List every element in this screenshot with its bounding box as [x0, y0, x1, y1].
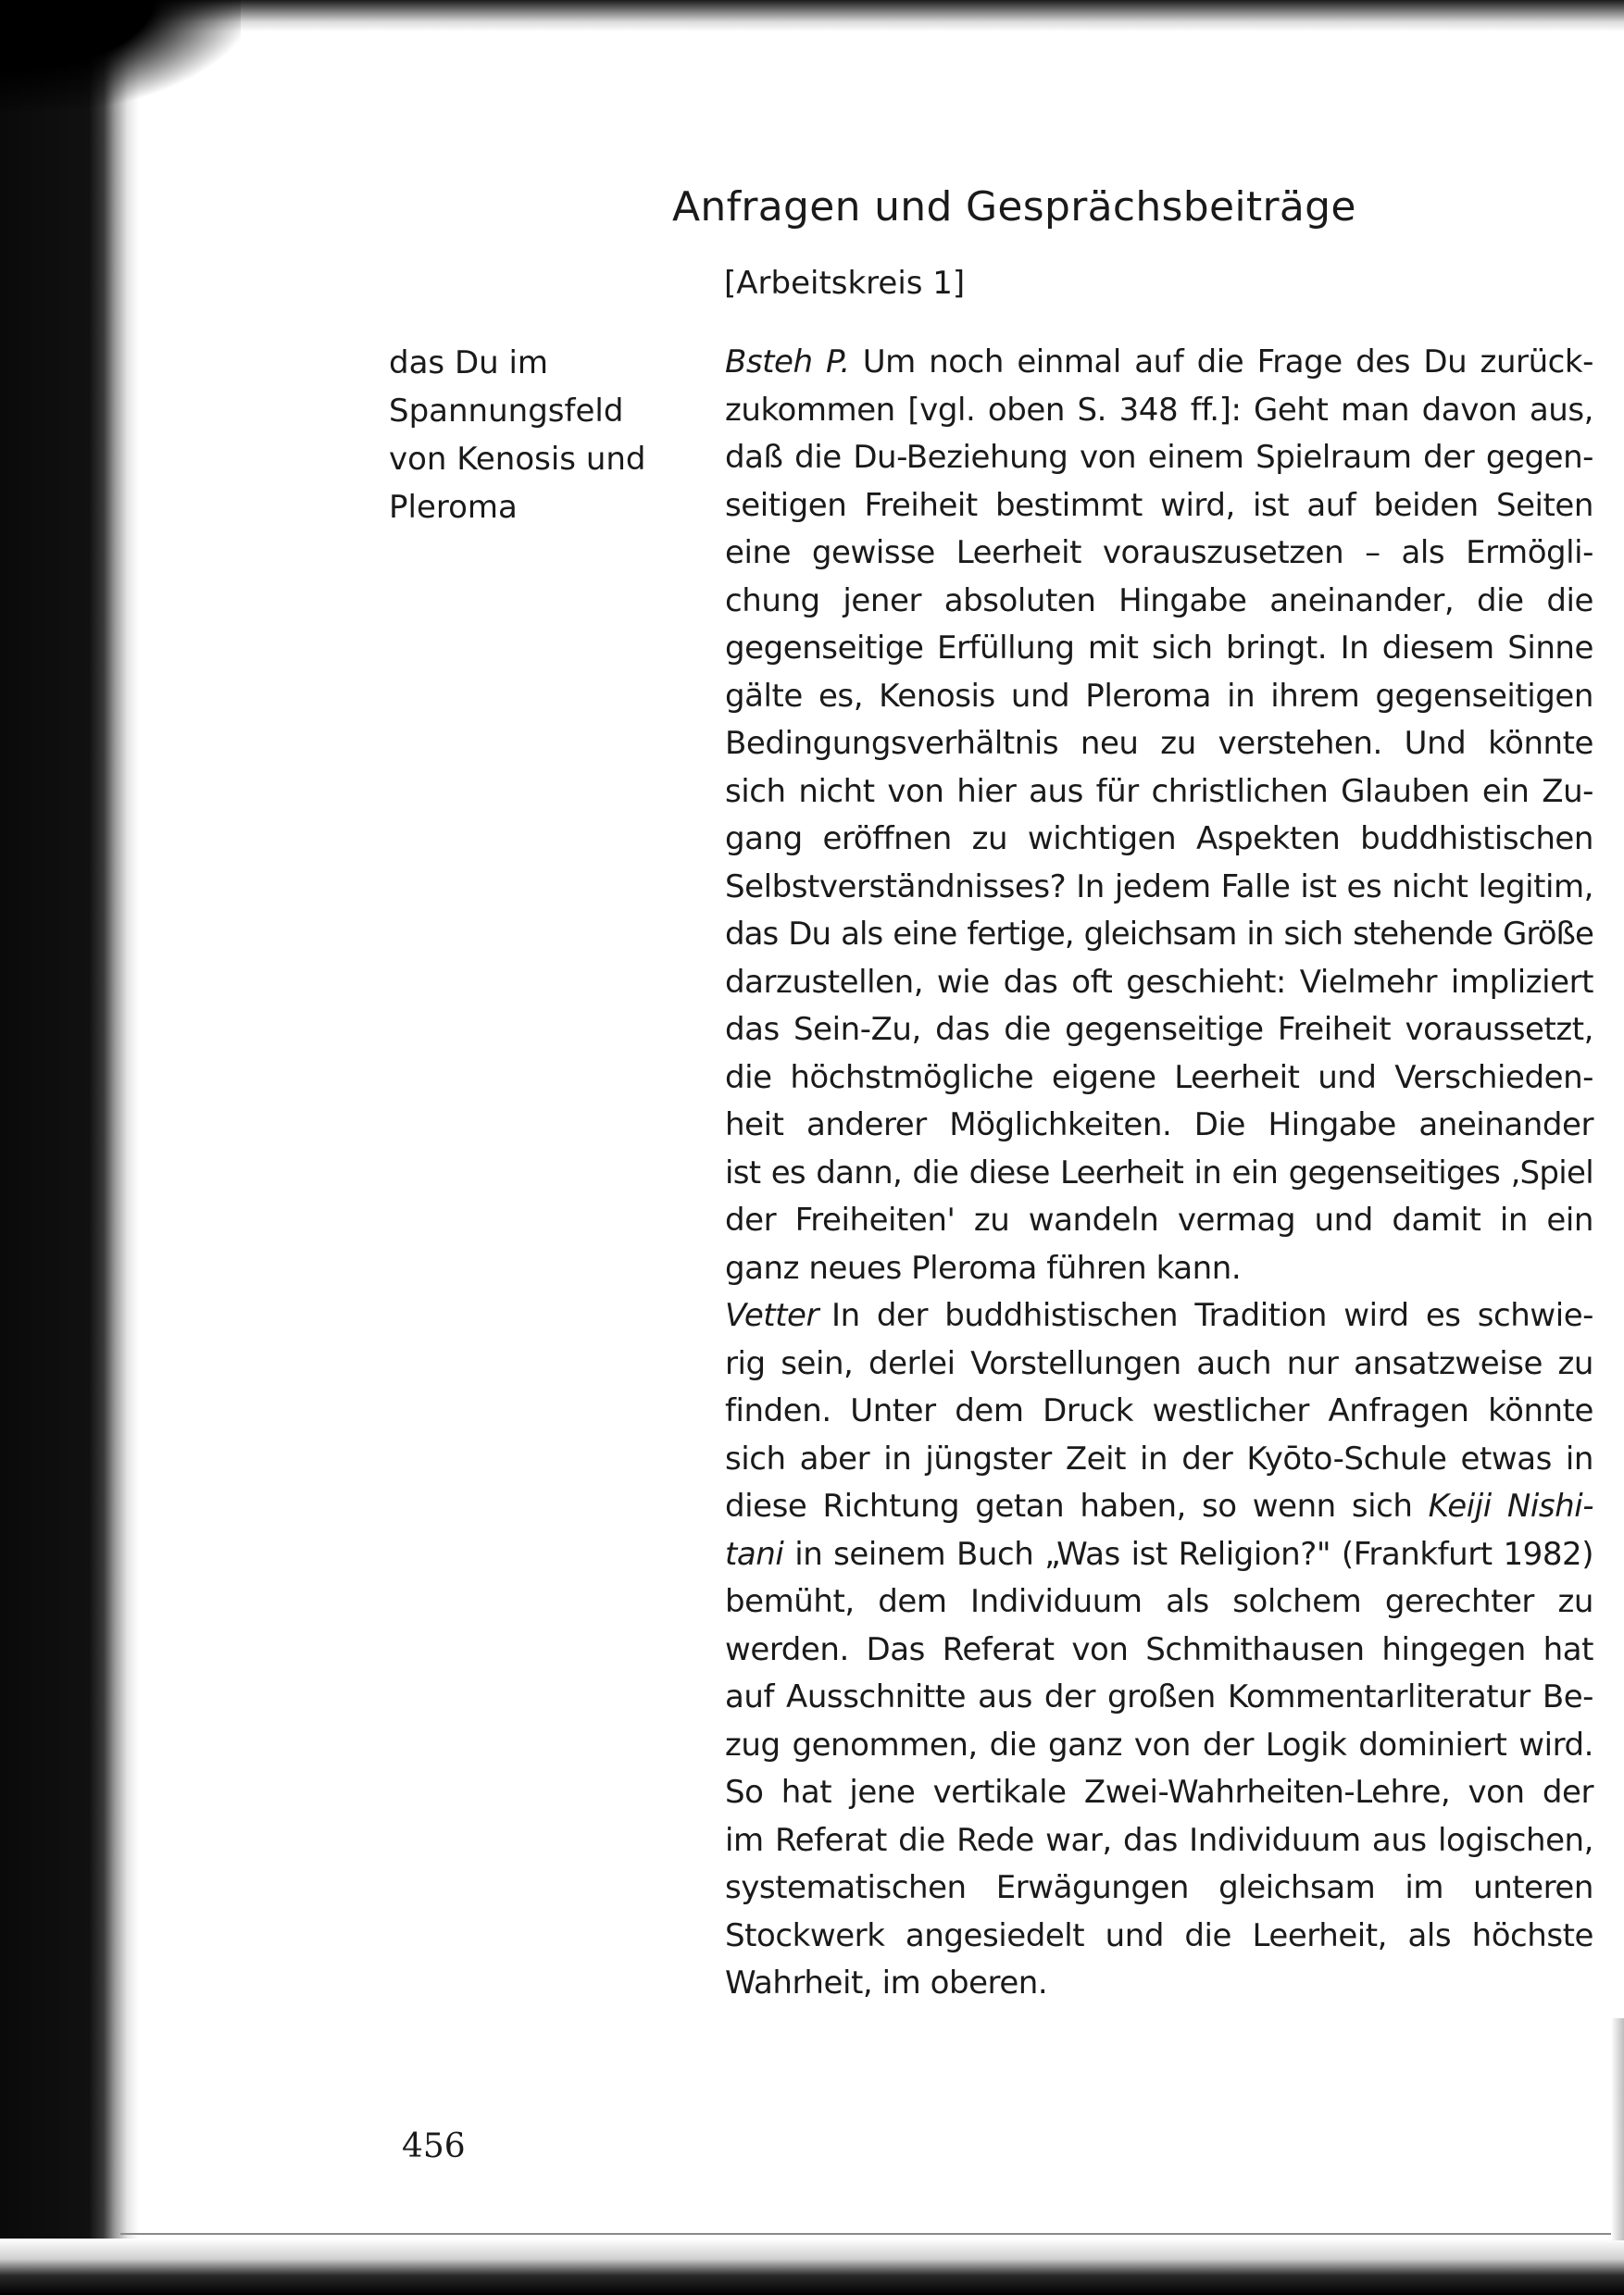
author-name: tani: [725, 1535, 784, 1573]
scan-shadow-corner: [0, 0, 241, 111]
text-line: chung jener absoluten Hingabe aneinander, die die: [725, 581, 1593, 619]
text-line: rig sein, derlei Vorstellungen auch nur ansatzweise zu: [725, 1344, 1593, 1382]
text-line: tani in seinem Buch „Was ist Religion?" (Frankfurt 1982): [725, 1535, 1594, 1573]
text-line: ganz neues Pleroma führen kann.: [725, 1249, 1242, 1287]
text-line: bemüht, dem Individuum als solchem gerechter zu: [725, 1583, 1593, 1620]
margin-note-line: Spannungsfeld: [389, 393, 624, 430]
text-line: sich nicht von hier aus für christlichen Glauben ein Zu-: [725, 772, 1593, 810]
scan-shadow-bottom: [0, 2239, 1624, 2295]
text-line: im Referat die Rede war, das Individuum aus logischen,: [725, 1821, 1593, 1859]
text-line: eine gewisse Leerheit vorauszusetzen – als Ermögli-: [725, 534, 1593, 571]
scan-shadow-right: [1611, 2018, 1624, 2240]
scan-shadow-top: [0, 0, 1624, 31]
margin-note: [389, 339, 646, 531]
discussion-text: [725, 339, 1593, 2008]
text-line: das Du als eine fertige, gleichsam in sich stehende Größe: [725, 916, 1593, 953]
text-line: gang eröffnen zu wichtigen Aspekten buddhistischen: [725, 820, 1593, 857]
text-line: So hat jene vertikale Zwei-Wahrheiten-Lehre, von der: [725, 1774, 1593, 1811]
text-line: das Sein-Zu, das die gegenseitige Freiheit voraussetzt,: [725, 1011, 1593, 1048]
text-line: heit anderer Möglichkeiten. Die Hingabe aneinander: [725, 1106, 1593, 1143]
margin-note-line: Pleroma: [389, 489, 518, 526]
text-line: daß die Du-Beziehung von einem Spielraum der gegen-: [725, 439, 1593, 476]
text-line: der Freiheiten' zu wandeln vermag und damit in ein: [725, 1202, 1593, 1239]
text-line: zukommen [vgl. oben S. 348 ff.]: Geht man davon aus,: [725, 391, 1593, 429]
text-line: auf Ausschnitte aus der großen Kommentarliteratur Be-: [725, 1678, 1593, 1715]
speaker-name: Bsteh P.: [725, 343, 850, 380]
page-number: 456: [402, 2127, 466, 2165]
text-line: finden. Unter dem Druck westlicher Anfragen könnte: [725, 1392, 1593, 1429]
text-line: Selbstverständnisses? In jedem Falle ist es nicht legitim,: [725, 867, 1593, 905]
margin-note-line: das Du im: [389, 344, 549, 381]
margin-note-line: von Kenosis und: [389, 441, 646, 478]
text-line: Wahrheit, im oberen.: [725, 1964, 1048, 2002]
text-line: darzustellen, wie das oft geschieht: Vielmehr impliziert: [725, 963, 1593, 1001]
scan-shadow-left: [0, 0, 139, 2295]
text-line: Bedingungsverhältnis neu zu verstehen. Und könnte: [725, 725, 1593, 762]
text-line: Stockwerk angesiedelt und die Leerheit, als höchste: [725, 1916, 1593, 1954]
text-line: systematischen Erwägungen gleichsam im unteren: [725, 1869, 1593, 1906]
running-head: Anfragen und Gesprächsbeiträge: [672, 183, 1356, 231]
text-line: zug genommen, die ganz von der Logik dominiert wird.: [725, 1726, 1593, 1764]
text-line: die höchstmögliche eigene Leerheit und Verschieden-: [725, 1058, 1593, 1096]
text-line: Vetter In der buddhistischen Tradition wird es schwie-: [725, 1297, 1593, 1334]
author-name: Keiji Nishi-: [1428, 1488, 1594, 1525]
text-line: werden. Das Referat von Schmithausen hingegen hat: [725, 1630, 1593, 1668]
speaker-name: Vetter: [725, 1297, 819, 1334]
text-line: sich aber in jüngster Zeit in der Kyōto-Schule etwas in: [725, 1440, 1593, 1478]
text-line: ist es dann, die diese Leerheit in ein gegenseitiges ‚Spiel: [725, 1154, 1593, 1191]
session-label: [Arbeitskreis 1]: [724, 265, 966, 302]
scan-edge-line: [120, 2233, 1624, 2235]
text-line: gälte es, Kenosis und Pleroma in ihrem gegenseitigen: [725, 677, 1593, 715]
text-line: Bsteh P. Um noch einmal auf die Frage des Du zurück-: [725, 343, 1593, 380]
text-line: diese Richtung getan haben, so wenn sich Keiji Nishi-: [725, 1488, 1594, 1525]
text-line: seitigen Freiheit bestimmt wird, ist auf beiden Seiten: [725, 486, 1593, 524]
text-line: gegenseitige Erfüllung mit sich bringt. In diesem Sinne: [725, 630, 1593, 667]
